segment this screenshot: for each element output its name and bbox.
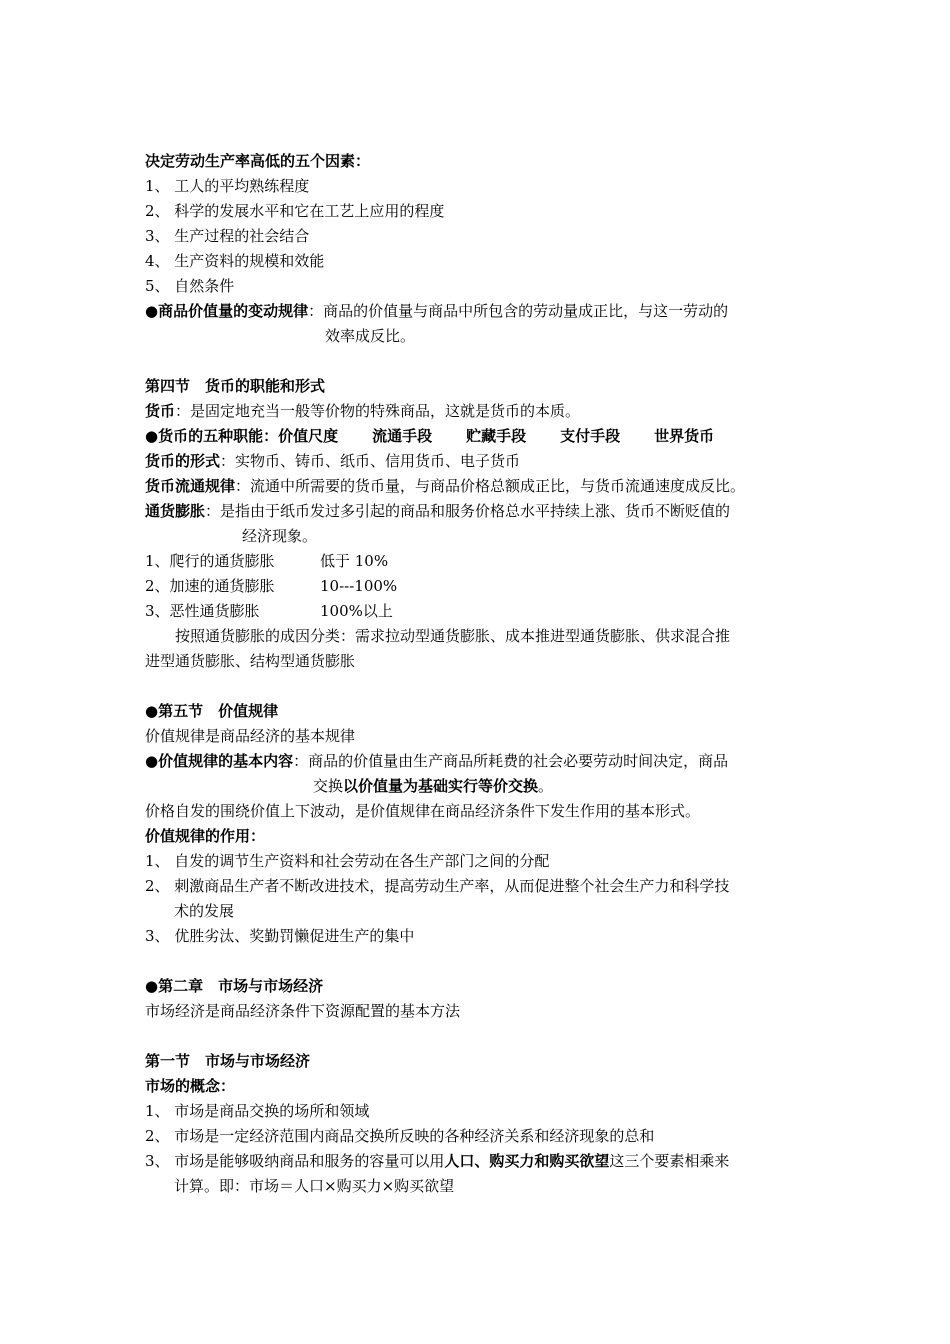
- document-page: [145, 149, 810, 1199]
- inflation-text: ：是指由于纸币发过多引起的商品和服务价格总水平持续上涨、货币不断贬值的: [205, 502, 731, 520]
- inflation-type-rate: 低于 10%: [320, 552, 389, 570]
- text-span: 。: [538, 777, 554, 795]
- money-function: 流通手段: [372, 427, 433, 445]
- productivity-heading: 决定劳动生产率高低的五个因素：: [145, 152, 371, 170]
- value-law-intro: 价值规律是商品经济的基本规律: [145, 727, 356, 745]
- text-span: 交换: [313, 777, 344, 795]
- inflation-type-rate: 100%以上: [320, 602, 393, 620]
- money-function: 支付手段: [560, 427, 621, 445]
- inflation-type-rate: 10---100%: [320, 577, 398, 595]
- list-item: 3、 生产过程的社会结合: [145, 227, 310, 245]
- section4-title: 第四节 货币的职能和形式: [145, 377, 326, 395]
- inflation-definition: [145, 499, 810, 524]
- text-span: 3、 市场是能够吸纳商品和服务的容量可以用: [145, 1152, 445, 1170]
- money-functions-label: ●货币的五种职能：: [145, 427, 279, 445]
- money-function: 价值尺度: [278, 427, 339, 445]
- value-law-effects-heading: 价值规律的作用：: [145, 827, 266, 845]
- money-forms-text: ：实物币、铸币、纸币、信用货币、电子货币: [220, 452, 521, 470]
- list-item: 3、 优胜劣汰、奖勤罚懒促进生产的集中: [145, 927, 415, 945]
- value-law-continuation: 效率成反比。: [325, 327, 416, 345]
- money-circulation: [145, 474, 810, 499]
- text-span: 这三个要素相乘来: [609, 1152, 730, 1170]
- section5-title: ●第五节 价值规律: [145, 702, 279, 720]
- list-item: 1、 自发的调节生产资料和社会劳动在各生产部门之间的分配: [145, 852, 550, 870]
- inflation-label: 通货膨胀: [145, 502, 206, 520]
- money-function: 贮藏手段: [466, 427, 527, 445]
- money-forms-label: 货币的形式: [145, 452, 221, 470]
- list-item: 2、 刺激商品生产者不断改进技术，提高劳动生产率，从而促进整个社会生产力和科学技: [145, 877, 730, 895]
- value-law-paragraph: [145, 299, 810, 324]
- money-definition: [145, 399, 810, 424]
- list-item: 1、 工人的平均熟练程度: [145, 177, 310, 195]
- list-item: 4、 生产资料的规模和效能: [145, 252, 325, 270]
- money-functions: [145, 424, 810, 449]
- circulation-label: 货币流通规律: [145, 477, 236, 495]
- list-item-continuation: 术的发展: [174, 902, 235, 920]
- money-function: 世界货币: [654, 427, 715, 445]
- inflation-cause-continuation: 进型通货膨胀、结构型通货膨胀: [145, 652, 356, 670]
- list-item: 5、 自然条件: [145, 277, 235, 295]
- chapter2-title: ●第二章 市场与市场经济: [145, 977, 324, 995]
- money-forms: [145, 449, 810, 474]
- list-item-continuation: 计算。即：市场＝人口×购买力×购买欲望: [174, 1177, 455, 1195]
- chapter2-intro: 市场经济是商品经济条件下资源配置的基本方法: [145, 1002, 461, 1020]
- inflation-type-row: [145, 574, 810, 599]
- value-law-form: 价格自发的围绕价值上下波动，是价值规律在商品经济条件下发生作用的基本形式。: [145, 802, 701, 820]
- inflation-type-name: 3、恶性通货膨胀: [145, 602, 260, 620]
- value-law-content-text: ：商品的价值量由生产商品所耗费的社会必要劳动时间决定，商品: [293, 752, 729, 770]
- value-law-content-continuation: [145, 774, 810, 799]
- value-law-label: ●商品价值量的变动规律: [145, 302, 309, 320]
- list-item: [145, 1149, 810, 1174]
- inflation-cause-paragraph: 按照通货膨胀的成因分类：需求拉动型通货膨胀、成本推进型通货膨胀、供求混合推: [175, 627, 731, 645]
- inflation-type-name: 2、加速的通货膨胀: [145, 577, 275, 595]
- money-text: ：是固定地充当一般等价物的特殊商品，这就是货币的本质。: [175, 402, 581, 420]
- value-law-text: ：商品的价值量与商品中所包含的劳动量成正比，与这一劳动的: [308, 302, 729, 320]
- list-item: 2、 市场是一定经济范围内商品交换所反映的各种经济关系和经济现象的总和: [145, 1127, 655, 1145]
- money-label: 货币: [145, 402, 176, 420]
- value-law-content-label: ●价值规律的基本内容: [145, 752, 294, 770]
- market-factors-emphasis: 人口、购买力和购买欲望: [444, 1152, 610, 1170]
- inflation-type-name: 1、爬行的通货膨胀: [145, 552, 275, 570]
- list-item: 2、 科学的发展水平和它在工艺上应用的程度: [145, 202, 445, 220]
- section1-title: 第一节 市场与市场经济: [145, 1052, 311, 1070]
- inflation-type-row: [145, 549, 810, 574]
- circulation-text: ：流通中所需要的货币量，与商品价格总额成正比，与货币流通速度成反比。: [235, 477, 746, 495]
- list-item: 1、 市场是商品交换的场所和领域: [145, 1102, 370, 1120]
- market-concept-heading: 市场的概念：: [145, 1077, 236, 1095]
- inflation-type-row: [145, 599, 810, 624]
- equal-exchange-emphasis: 以价值量为基础实行等价交换: [343, 777, 539, 795]
- inflation-continuation: 经济现象。: [242, 527, 318, 545]
- value-law-content: [145, 749, 810, 774]
